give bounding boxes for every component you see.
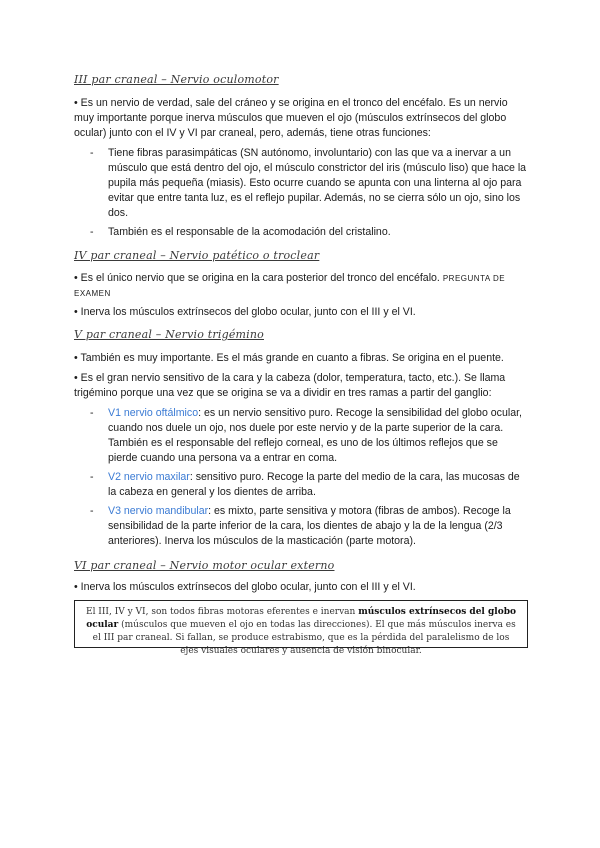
exam-tag: PREGUNTA DE EXAMEN	[74, 274, 506, 298]
v1-label: V1 nervio oftálmico	[108, 407, 199, 419]
list-item-iii-2: También es el responsable de la acomodación del cristalino.	[108, 226, 391, 238]
paragraph-vi-1: • Inerva los músculos extrínsecos del globo ocular, junto con el III y el VI.	[74, 581, 416, 593]
v3-label: V3 nervio mandibular	[108, 505, 209, 517]
paragraph-v-1: • También es muy importante. Es el más grande en cuanto a fibras. Se origina en el puente.	[74, 352, 504, 364]
summary-post: (músculos que mueven el ojo en todas las direcciones). El que más músculos inerva es el III par craneal. Si fallan, se produce estrabismo, que es la pérdida del paralelismo de los ejes visuales oculares y ausencia de visión binocular.	[92, 620, 516, 656]
summary-bold: músculos extrínsecos del globo ocular	[86, 607, 516, 630]
paragraph-iv-1	[74, 271, 530, 301]
list-item-v1	[108, 406, 530, 466]
v2-label: V2 nervio maxilar	[108, 471, 190, 483]
list-item-iii-1: Tiene fibras parasimpáticas (SN autónomo, involuntario) con las que va a inervar a un músculo que está dentro del ojo, el músculo constrictor del iris (músculo liso) que hace la pupila más pequeña (miasis). Esto ocurre cuando se apunta con una linterna al ojo para evitar que entre tanta luz, es el reflejo pupilar. Además, no se cierra sólo un ojo, sino los dos.	[108, 147, 527, 219]
bullet-dash: -	[90, 505, 94, 517]
heading-iii: III par craneal – Nervio oculomotor	[74, 73, 279, 86]
v1-text: : es un nervio sensitivo puro. Recoge la sensibilidad del globo ocular, cuando nos duele un ojo, nos duele por este nervio y de la parte superior de la cara. También es el responsable del reflejo corneal, es uno de los últimos reflejos que se pierde cuando una persona va a entrar en coma.	[108, 407, 522, 464]
paragraph-v-2: • Es el gran nervio sensitivo de la cara y la cabeza (dolor, temperatura, tacto, etc.). Se llama trigémino porque una vez que se origina se va a dividir en tres ramas a partir del ganglio:	[74, 372, 506, 399]
heading-vi: VI par craneal – Nervio motor ocular externo	[74, 559, 335, 572]
heading-iv: IV par craneal – Nervio patético o troclear	[74, 249, 320, 262]
heading-v: V par craneal – Nervio trigémino	[74, 328, 264, 341]
paragraph-iii-intro: • Es un nervio de verdad, sale del cráneo y se origina en el tronco del encéfalo. Es un nervio muy importante porque inerva músculos que mueven el ojo (músculos extrínsecos del globo ocular) junto con el IV y VI par craneal, pero, además, tiene otras funciones:	[74, 97, 508, 139]
v3-text: : es mixto, parte sensitiva y motora (fibras de ambos). Recoge la sensibilidad de la parte inferior de la cara, los dientes de abajo y la de la lengua (2/3 anteriores). Inerva los músculos de la masticación (parte motora).	[108, 505, 511, 547]
bullet-dash: -	[90, 147, 94, 159]
bullet-dash: -	[90, 407, 94, 419]
summary-pre: El III, IV y VI, son todos fibras motoras eferentes e inervan	[86, 607, 359, 617]
v2-text: : sensitivo puro. Recoge la parte del medio de la cara, las mucosas de la cabeza en general y los dientes de arriba.	[108, 471, 520, 498]
paragraph-iv-2: • Inerva los músculos extrínsecos del globo ocular, junto con el III y el VI.	[74, 306, 416, 318]
summary-box	[74, 600, 528, 656]
bullet-dash: -	[90, 226, 94, 238]
paragraph-iv-1-text: • Es el único nervio que se origina en la cara posterior del tronco del encéfalo.	[74, 272, 440, 284]
list-item-v3	[108, 504, 530, 549]
list-item-v2	[108, 470, 530, 500]
bullet-dash: -	[90, 471, 94, 483]
